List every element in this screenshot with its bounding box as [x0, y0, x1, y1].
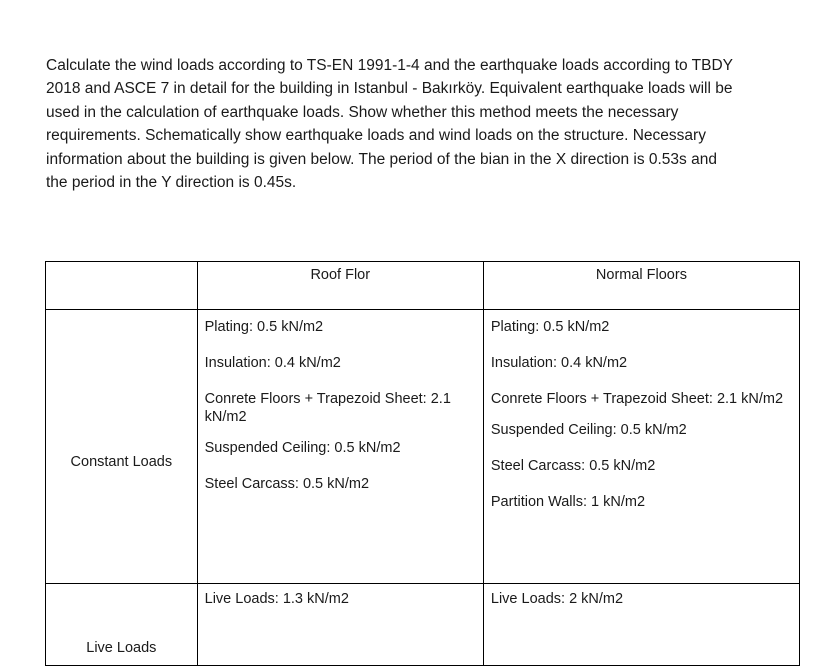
normal-insulation: Insulation: 0.4 kN/m2 [490, 355, 628, 371]
problem-line: 2018 and ASCE 7 in detail for the building in Istanbul - Bakırköy. Equivalent earthquake loads will be [46, 80, 733, 98]
roof-live-cell [197, 584, 483, 666]
problem-line: the period in the Y direction is 0.45s. [46, 174, 297, 192]
live-loads-label: Live Loads [46, 584, 198, 666]
roof-concrete-floors: Conrete Floors + Trapezoid Sheet: 2.1 kN/m2 [204, 391, 451, 425]
normal-concrete-floors: Conrete Floors + Trapezoid Sheet: 2.1 kN/m2 [490, 391, 784, 407]
normal-live-load: Live Loads: 2 kN/m2 [490, 591, 624, 607]
header-normal-floors: Normal Floors [483, 262, 799, 310]
problem-line: requirements. Schematically show earthquake loads and wind loads on the structure. Necessary [46, 127, 706, 145]
roof-insulation: Insulation: 0.4 kN/m2 [204, 355, 341, 371]
constant-loads-row [46, 310, 800, 584]
roof-plating: Plating: 0.5 kN/m2 [204, 319, 324, 335]
problem-line: Calculate the wind loads according to TS-EN 1991-1-4 and the earthquake loads according to TBDY [46, 57, 734, 74]
problem-line: used in the calculation of earthquake loads. Show whether this method meets the necessary [46, 103, 679, 121]
normal-steel-carcass: Steel Carcass: 0.5 kN/m2 [490, 458, 656, 474]
roof-suspended-ceiling: Suspended Ceiling: 0.5 kN/m2 [204, 440, 401, 456]
problem-line: information about the building is given below. The period of the bian in the X direction is 0.53s and [46, 150, 717, 168]
live-loads-row [46, 584, 800, 666]
loads-table [45, 261, 800, 666]
normal-partition-walls: Partition Walls: 1 kN/m2 [490, 494, 646, 510]
normal-live-cell [483, 584, 799, 666]
header-empty-cell [46, 262, 198, 310]
constant-loads-label: Constant Loads [46, 310, 198, 584]
roof-live-load: Live Loads: 1.3 kN/m2 [204, 591, 349, 607]
problem-statement [46, 54, 776, 194]
normal-plating: Plating: 0.5 kN/m2 [490, 319, 610, 335]
roof-constant-cell [197, 310, 483, 584]
table-header-row [46, 262, 800, 310]
roof-steel-carcass: Steel Carcass: 0.5 kN/m2 [204, 476, 370, 492]
header-roof-floor: Roof Flor [197, 262, 483, 310]
normal-constant-cell [483, 310, 799, 584]
normal-suspended-ceiling: Suspended Ceiling: 0.5 kN/m2 [490, 422, 687, 438]
